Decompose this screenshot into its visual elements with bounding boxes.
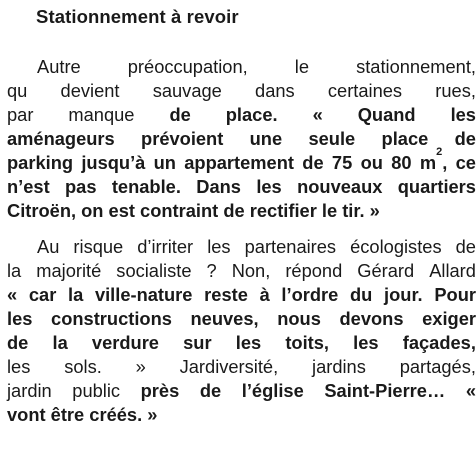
paragraph-2-line-2: la majorité socialiste ? Non, répond Gérard Allard xyxy=(7,260,476,281)
paragraph-2-line-8: vont être créés. » xyxy=(7,404,158,425)
paragraph-2-line-6: les sols. » Jardiversité, jardins partagés, xyxy=(7,356,476,377)
paragraph-1-line-6: n’est pas tenable. Dans les nouveaux quartiers xyxy=(7,176,476,197)
section-heading: Stationnement à revoir xyxy=(36,6,239,27)
paragraph-2-line-1: Au risque d’irriter les partenaires écologistes de xyxy=(37,236,476,257)
paragraph-1-line-1: Autre préoccupation, le stationnement, xyxy=(37,56,476,77)
paragraph-1-line-4: aménageurs prévoient une seule place de xyxy=(7,128,476,149)
paragraph-2-line-7: jardin public près de l’église Saint-Pierre… « xyxy=(7,380,476,401)
paragraph-1-line-7: Citroën, on est contraint de rectifier le tir. » xyxy=(7,200,380,221)
paragraph-1-line-2: qu devient sauvage dans certaines rues, xyxy=(7,80,476,101)
paragraph-1-line-5: parking jusqu’à un appartement de 75 ou 80 $m^2$, ce xyxy=(7,145,476,173)
paragraph-2-line-5: de la verdure sur les toits, les façades, xyxy=(7,332,476,353)
paragraph-2-line-4: les constructions neuves, nous devons exiger xyxy=(7,308,476,329)
paragraph-1-line-3: par manque de place. « Quand les xyxy=(7,104,476,125)
paragraph-2-line-3: « car la ville-nature reste à l’ordre du jour. Pour xyxy=(7,284,476,305)
